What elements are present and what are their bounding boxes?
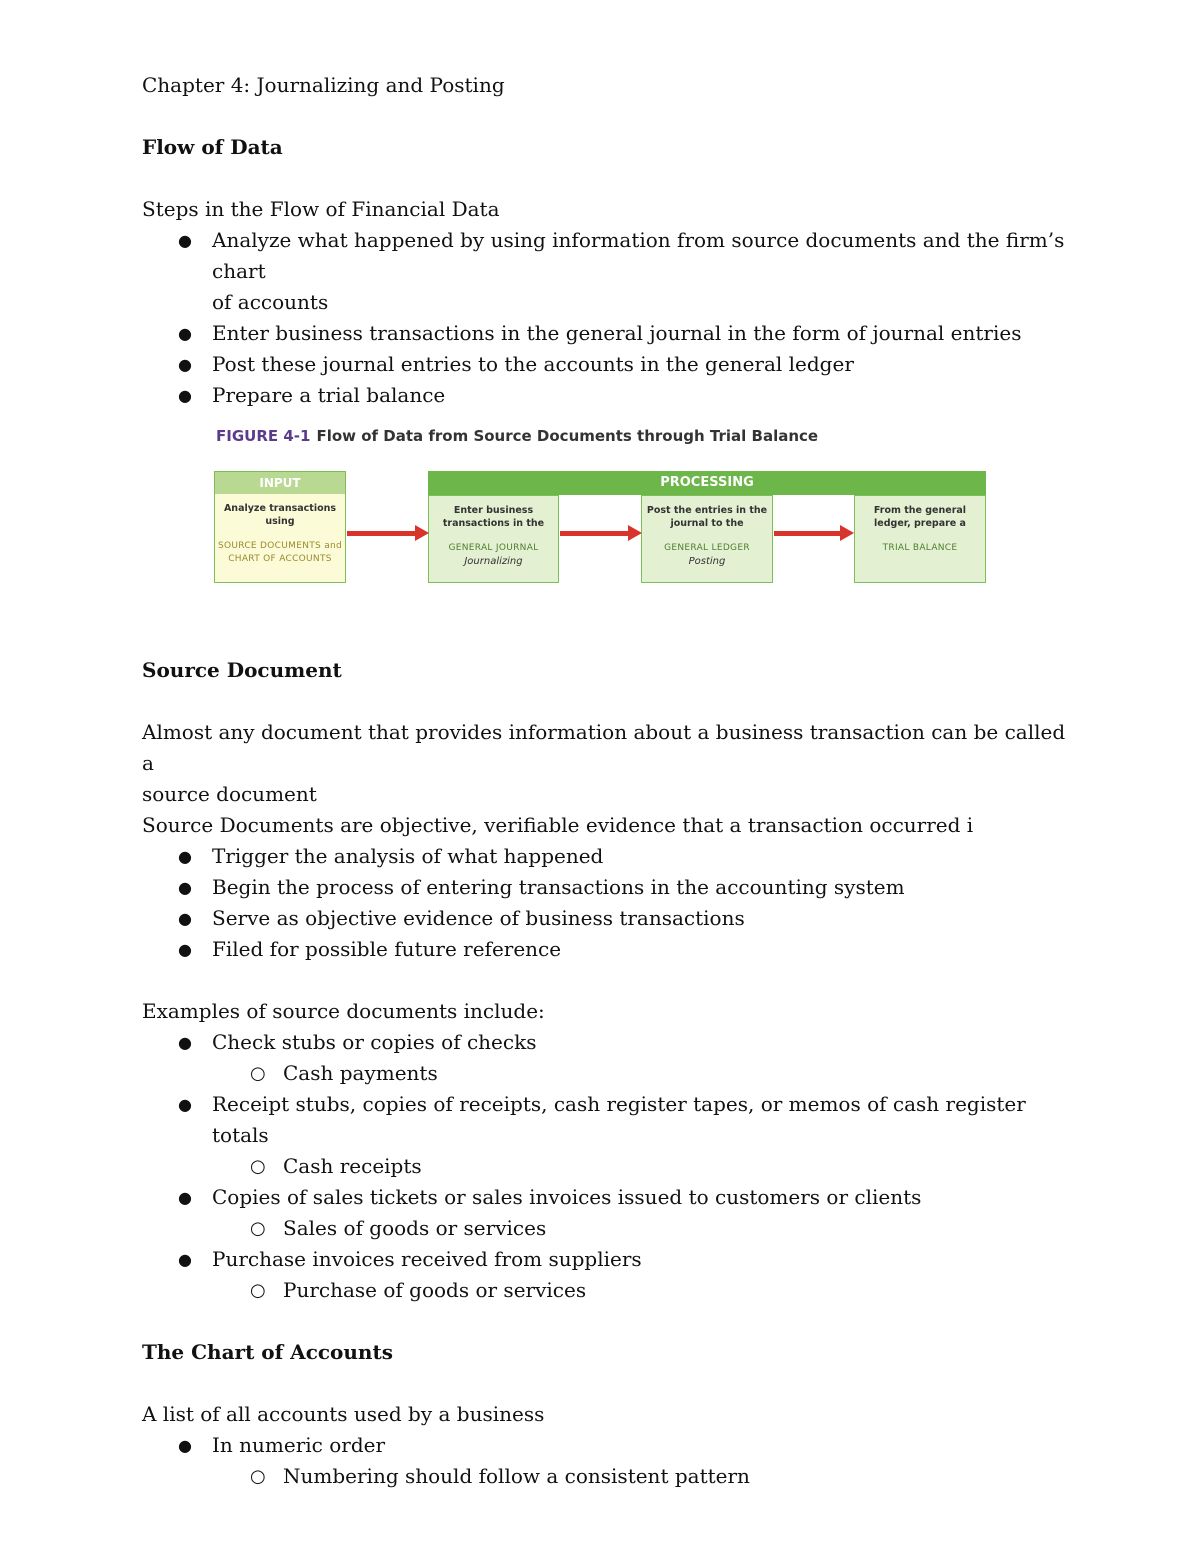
bullet-icon: ● [178,386,192,405]
figure-caption: Flow of Data from Source Documents through Trial Balance [316,427,819,445]
flow-heading: Flow of Data [142,135,283,159]
trial-balance-step-box: From the general ledger, prepare a TRIAL BALANCE [854,495,986,583]
bullet-icon: ● [178,878,192,897]
bullet-icon: ● [178,231,192,250]
circle-bullet-icon: ○ [250,1466,266,1487]
bullet-icon: ● [178,1250,192,1269]
journal-step-box: Enter business transactions in the GENERAL JOURNAL Journalizing [428,495,559,583]
flow-intro: Steps in the Flow of Financial Data [142,197,500,221]
right-arrow-icon [347,531,417,536]
right-arrow-icon [560,531,630,536]
list-item: ● Serve as objective evidence of business transactions [212,903,1082,934]
processing-label: PROCESSING [428,471,986,495]
chart-list [142,1430,1082,1492]
list-item: ● Receipt stubs, copies of receipts, cash register tapes, or memos of cash register totals ○ Cash receipts [212,1089,1082,1182]
list-item: ● Copies of sales tickets or sales invoices issued to customers or clients ○ Sales of goods or services [212,1182,1082,1244]
circle-bullet-icon: ○ [250,1156,266,1177]
bullet-icon: ● [178,1095,192,1114]
input-box: INPUT Analyze transactions using SOURCE DOCUMENTS and CHART OF ACCOUNTS [214,471,346,583]
right-arrow-icon [774,531,842,536]
bullet-icon: ● [178,1436,192,1455]
list-item: ● Check stubs or copies of checks ○ Cash payments [212,1027,1082,1089]
list-item: ● Filed for possible future reference [212,934,1082,965]
list-item: ● Purchase invoices received from suppliers ○ Purchase of goods or services [212,1244,1082,1306]
source-heading: Source Document [142,658,342,682]
examples-intro: Examples of source documents include: [142,999,545,1023]
circle-bullet-icon: ○ [250,1063,266,1084]
list-item: ● Analyze what happened by using information from source documents and the firm’s chart of accounts [212,225,1082,318]
ledger-step-box: Post the entries in the journal to the GENERAL LEDGER Posting [641,495,773,583]
bullet-icon: ● [178,355,192,374]
source-evidence: Source Documents are objective, verifiable evidence that a transaction occurred i [142,813,974,837]
list-item: ● Begin the process of entering transactions in the accounting system [212,872,1082,903]
figure-title [216,427,818,445]
bullet-icon: ● [178,1188,192,1207]
bullet-icon: ● [178,847,192,866]
sub-list-item: ○ Sales of goods or services [283,1213,1082,1244]
list-item: ● Prepare a trial balance [212,380,1082,411]
circle-bullet-icon: ○ [250,1218,266,1239]
sub-list-item: ○ Cash receipts [283,1151,1082,1182]
input-label: INPUT [215,472,345,494]
list-item: ● Post these journal entries to the accounts in the general ledger [212,349,1082,380]
sub-list-item: ○ Numbering should follow a consistent pattern [283,1461,1082,1492]
bullet-icon: ● [178,324,192,343]
sub-list-item: ○ Cash payments [283,1058,1082,1089]
source-purposes-list [142,841,1082,965]
chapter-title: Chapter 4: Journalizing and Posting [142,73,505,97]
list-item: ● Trigger the analysis of what happened [212,841,1082,872]
chart-heading: The Chart of Accounts [142,1340,393,1364]
chart-definition: A list of all accounts used by a business [142,1402,545,1426]
flow-figure [142,427,1082,627]
source-definition: Almost any document that provides information about a business transaction can be called a source document [142,720,1066,806]
bullet-icon: ● [178,909,192,928]
list-item: ● Enter business transactions in the general journal in the form of journal entries [212,318,1082,349]
examples-list [142,1027,1082,1306]
flow-steps-list [142,225,1082,411]
figure-number: FIGURE 4-1 [216,427,311,445]
bullet-icon: ● [178,1033,192,1052]
circle-bullet-icon: ○ [250,1280,266,1301]
list-item: ● In numeric order ○ Numbering should follow a consistent pattern [212,1430,1082,1492]
bullet-icon: ● [178,940,192,959]
document-page [142,70,1082,1492]
sub-list-item: ○ Purchase of goods or services [283,1275,1082,1306]
